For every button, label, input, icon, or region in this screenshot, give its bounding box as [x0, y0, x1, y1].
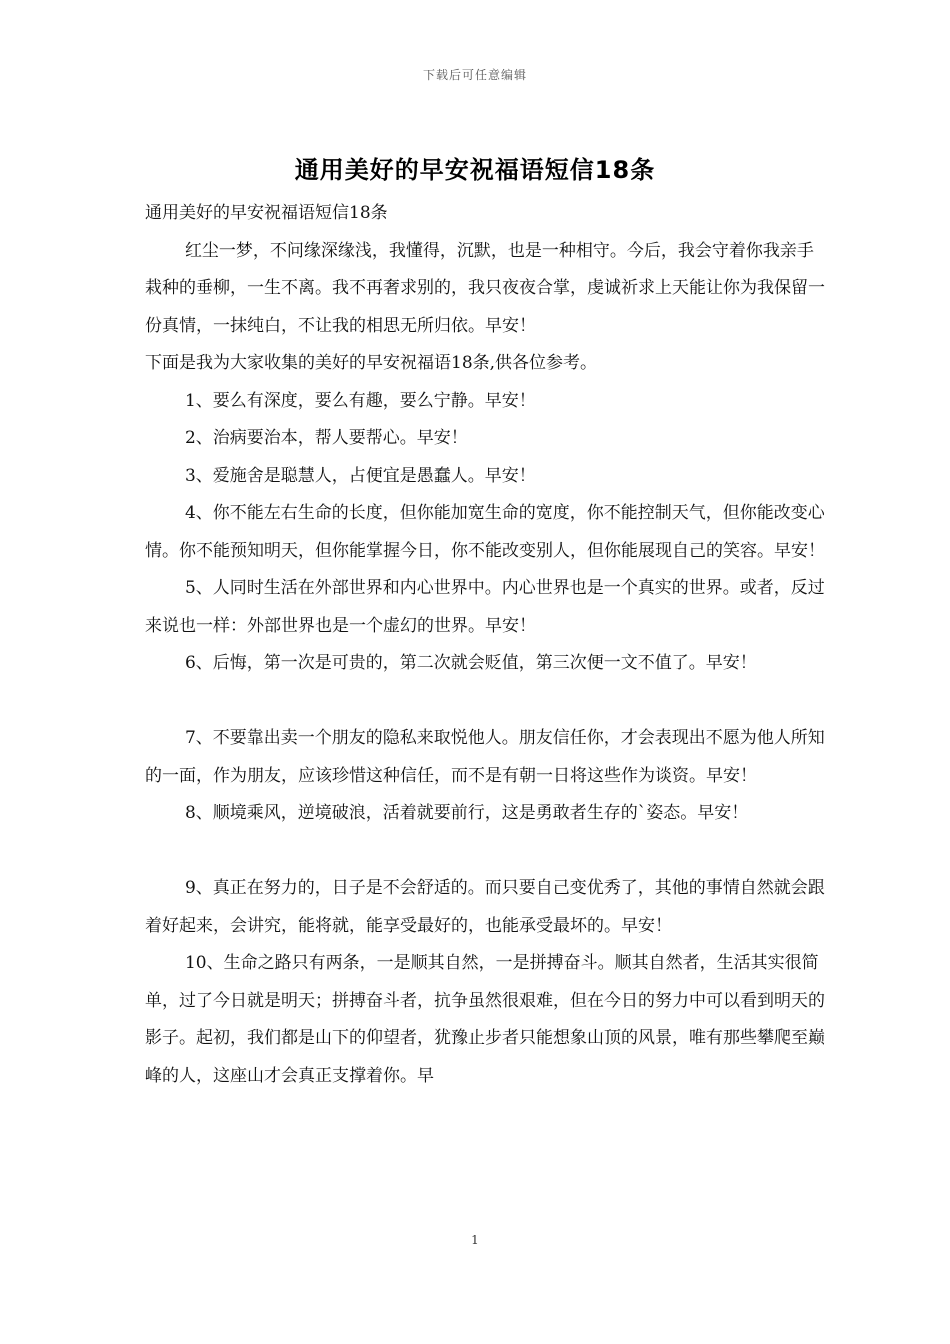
intro-paragraph: 红尘一梦，不问缘深缘浅，我懂得，沉默，也是一种相守。今后，我会守着你我亲手栽种的垂柳，一生不离。我不再奢求别的，我只夜夜合掌，虔诚祈求上天能让你为我保留一份真情，一抹纯白，不让我的相思无所归依。早安！: [145, 240, 825, 336]
header-note: 下载后可任意编辑: [422, 68, 527, 82]
page-number: 1: [471, 1233, 479, 1247]
list-item: 4、你不能左右生命的长度，但你能加宽生命的宽度，你不能控制天气，但你能改变心情。你不能预知明天，但你能掌握今日，你不能改变别人，但你能展现自己的笑容。早安！: [145, 503, 825, 561]
list-item: 10、生命之路只有两条，一是顺其自然，一是拼搏奋斗。顺其自然者，生活其实很简单，过了今日就是明天；拼搏奋斗者，抗争虽然很艰难，但在今日的努力中可以看到明天的影子。起初，我们都是山下的仰望者，犹豫止步者只能想象山顶的风景，唯有那些攀爬至巅峰的人，这座山才会真正支撑着你。早: [145, 953, 825, 1086]
list-item: 8、顺境乘风，逆境破浪，活着就要前行，这是勇敢者生存的`姿态。早安！: [184, 803, 749, 823]
list-item: 6、后悔，第一次是可贵的，第二次就会贬值，第三次便一文不值了。早安！: [184, 653, 757, 673]
intro-paragraph-2: 下面是我为大家收集的美好的早安祝福语18条,供各位参考。: [145, 353, 598, 373]
list-item: 1、要么有深度，要么有趣，要么宁静。早安！: [184, 390, 536, 411]
list-item: 5、人同时生活在外部世界和内心世界中。内心世界也是一个真实的世界。或者，反过来说也一样：外部世界也是一个虚幻的世界。早安！: [145, 578, 825, 636]
list-item: 2、治病要治本，帮人要帮心。早安！: [184, 428, 468, 448]
document-body: [145, 195, 825, 1095]
list-item: 7、不要靠出卖一个朋友的隐私来取悦他人。朋友信任你，才会表现出不愿为他人所知的一面，作为朋友，应该珍惜这种信任，而不是有朝一日将这些作为谈资。早安！: [145, 728, 825, 786]
document-title: 通用美好的早安祝福语短信18条: [294, 156, 656, 184]
list-item: 9、真正在努力的，日子是不会舒适的。而只要自己变优秀了，其他的事情自然就会跟着好起来，会讲究，能将就，能享受最好的，也能承受最坏的。早安！: [145, 878, 825, 936]
paragraph-gap: [145, 683, 825, 721]
list-item: 3、爱施舍是聪慧人，占便宜是愚蠢人。早安！: [184, 465, 536, 486]
document-subtitle: 通用美好的早安祝福语短信18条: [145, 203, 388, 223]
paragraph-gap: [145, 833, 825, 871]
